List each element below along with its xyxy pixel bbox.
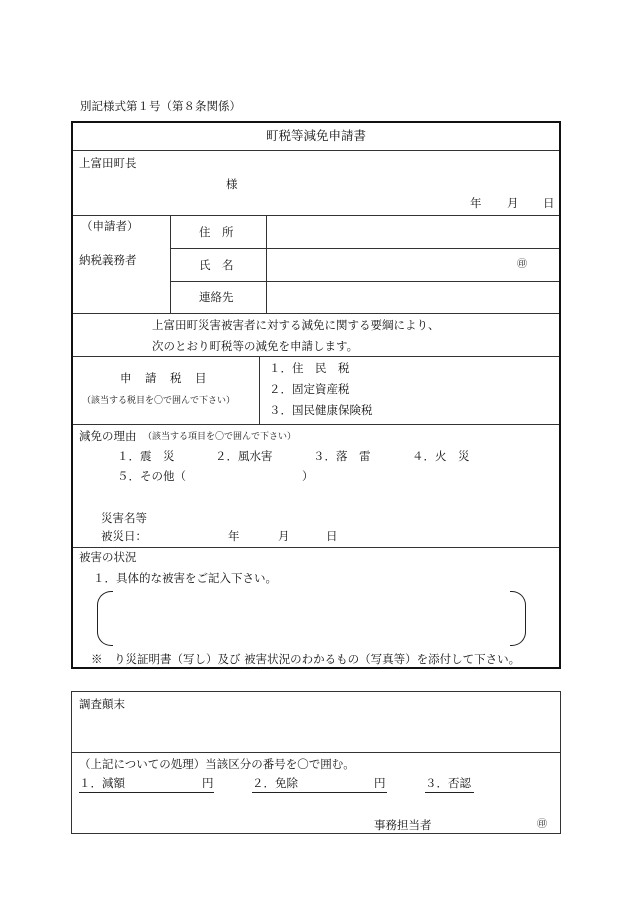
reason-other[interactable]: ５．その他（: [117, 469, 186, 483]
disaster-date-label: 被災日：: [101, 529, 147, 543]
damage-item1: １．具体的な被害をご記入下さい。: [93, 571, 277, 585]
date-year: 年: [470, 196, 482, 210]
bracket-right: [510, 591, 526, 646]
contact-field[interactable]: [267, 282, 558, 313]
name-field[interactable]: [267, 249, 507, 281]
form-title: 町税等減免申請書: [265, 128, 366, 143]
clerk-label: 事務担当者: [374, 818, 432, 832]
bracket-left: [97, 591, 113, 646]
statement-line1: 上富田町災害被害者に対する減免に関する要綱により、: [152, 318, 440, 332]
tax-item-health-insurance[interactable]: ３．国民健康保険税: [269, 403, 373, 417]
address-label: 住 所: [199, 225, 234, 239]
option-exempt[interactable]: ２．免除: [252, 776, 298, 790]
reason-note: （該当する項目を〇で囲んで下さい）: [143, 432, 297, 442]
taxpayer-label: 納税義務者: [79, 253, 137, 267]
option-reduce-unit: 円: [202, 776, 214, 790]
name-label: 氏 名: [199, 258, 234, 272]
address-field[interactable]: [267, 216, 558, 248]
reason-label: 減免の理由: [79, 429, 137, 443]
disaster-name-label: 災害名等: [101, 511, 147, 525]
tax-item-property[interactable]: ２．固定資産税: [269, 382, 350, 396]
date-day: 日: [543, 196, 555, 210]
attachment-note: ※ り災証明書（写し）及び 被害状況のわかるもの（写真等）を添付して下さい。: [91, 652, 521, 666]
investigation-field[interactable]: [72, 713, 560, 751]
reason-earthquake[interactable]: １．震 災: [117, 449, 175, 463]
tax-item-resident[interactable]: １．住 民 税: [269, 361, 350, 375]
option-reduce[interactable]: １．減額: [79, 776, 125, 790]
processing-label: （上記についての処理）当該区分の番号を〇で囲む。: [79, 757, 355, 771]
investigation-label: 調査顛末: [79, 697, 125, 711]
option-exempt-unit: 円: [374, 776, 386, 790]
reason-fire[interactable]: ４．火 災: [412, 449, 470, 463]
reason-other-close: ）: [302, 469, 314, 483]
tax-note: （該当する税目を〇で囲んで下さい）: [82, 396, 236, 406]
damage-label: 被害の状況: [79, 550, 137, 564]
reason-storm-flood[interactable]: ２．風水害: [215, 449, 273, 463]
option-deny[interactable]: ３．否認: [425, 776, 471, 790]
disaster-month: 月: [278, 529, 290, 543]
disaster-day: 日: [326, 529, 338, 543]
tax-label: 申 請 税 目: [120, 371, 208, 385]
seal-mark: ㊞: [517, 259, 527, 270]
damage-description-field[interactable]: [115, 593, 508, 644]
clerk-seal-mark: ㊞: [537, 819, 547, 830]
statement-line2: 次のとおり町税等の減免を申請します。: [152, 339, 359, 353]
addressee: 上富田町長: [79, 156, 137, 170]
contact-label: 連絡先: [199, 290, 234, 304]
applicant-label: （申請者）: [81, 219, 139, 233]
form-reference: 別記様式第１号（第８条関係）: [80, 99, 241, 113]
honorific: 様: [226, 177, 238, 191]
reason-lightning[interactable]: ３．落 雷: [313, 449, 371, 463]
reason-other-field[interactable]: [190, 468, 300, 485]
disaster-year: 年: [228, 529, 240, 543]
date-month: 月: [507, 196, 519, 210]
